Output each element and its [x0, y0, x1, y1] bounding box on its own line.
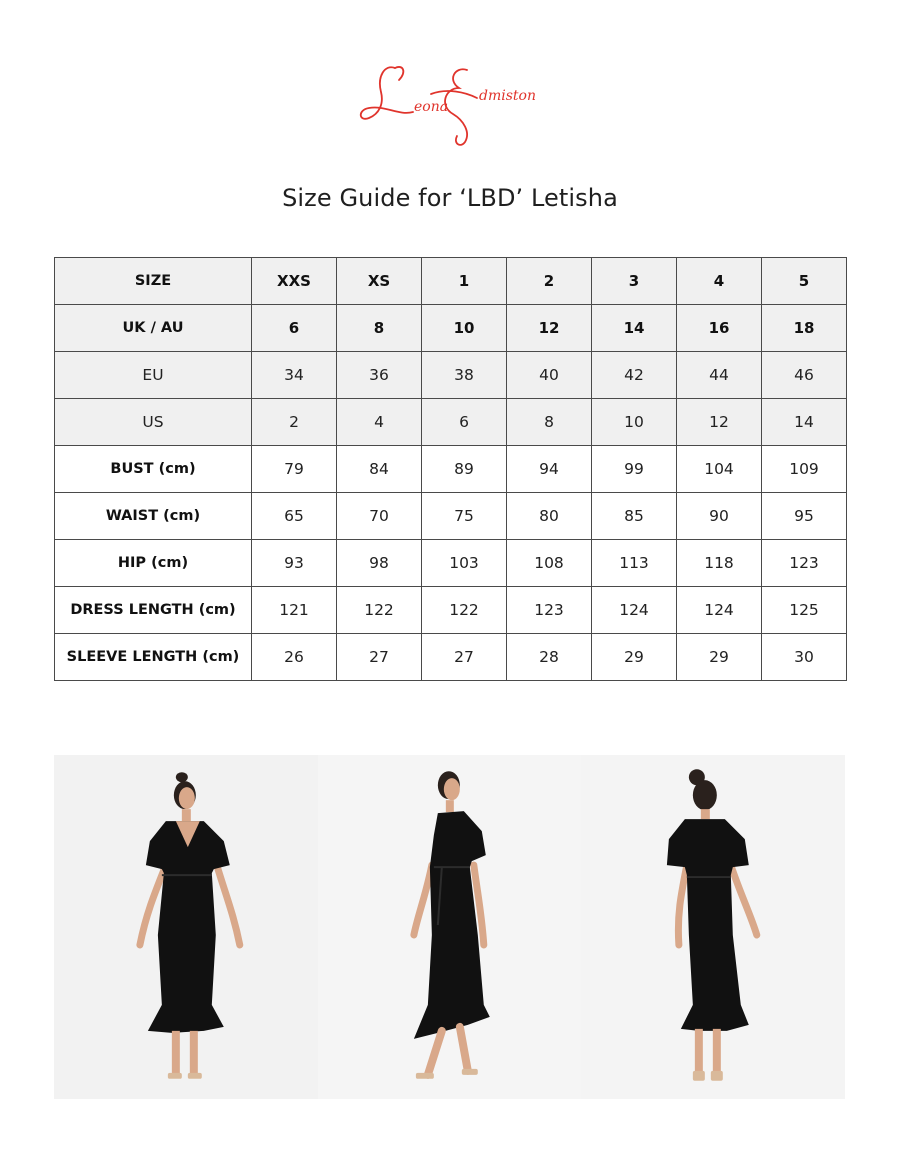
table-cell: 95: [762, 493, 847, 540]
table-cell: 4: [337, 399, 422, 446]
table-cell: 6: [422, 399, 507, 446]
table-row: [55, 258, 847, 305]
row-label: HIP (cm): [55, 540, 252, 587]
table-cell: 14: [592, 305, 677, 352]
table-cell: 4: [677, 258, 762, 305]
row-label: BUST (cm): [55, 446, 252, 493]
table-cell: 14: [762, 399, 847, 446]
row-label: WAIST (cm): [55, 493, 252, 540]
table-cell: 125: [762, 587, 847, 634]
table-cell: 124: [677, 587, 762, 634]
table-cell: 2: [507, 258, 592, 305]
table-cell: 103: [422, 540, 507, 587]
table-row: [55, 305, 847, 352]
table-cell: 123: [507, 587, 592, 634]
table-cell: 27: [337, 634, 422, 681]
table-cell: XXS: [252, 258, 337, 305]
row-label: UK / AU: [55, 305, 252, 352]
size-guide-table: [54, 257, 847, 681]
table-cell: 98: [337, 540, 422, 587]
table-row: [55, 634, 847, 681]
table-cell: 90: [677, 493, 762, 540]
row-label: DRESS LENGTH (cm): [55, 587, 252, 634]
table-cell: 26: [252, 634, 337, 681]
table-cell: 104: [677, 446, 762, 493]
table-cell: 89: [422, 446, 507, 493]
table-cell: 40: [507, 352, 592, 399]
table-cell: 122: [422, 587, 507, 634]
table-row: [55, 352, 847, 399]
table-cell: 16: [677, 305, 762, 352]
photo-front-view: [54, 755, 318, 1099]
table-cell: 28: [507, 634, 592, 681]
model-front-figure-icon: [54, 755, 318, 1099]
table-cell: XS: [337, 258, 422, 305]
table-cell: 85: [592, 493, 677, 540]
table-cell: 2: [252, 399, 337, 446]
table-cell: 36: [337, 352, 422, 399]
table-cell: 34: [252, 352, 337, 399]
table-cell: 109: [762, 446, 847, 493]
table-cell: 10: [592, 399, 677, 446]
brand-logo: [355, 58, 545, 153]
model-back-figure-icon: [581, 755, 845, 1099]
table-cell: 8: [507, 399, 592, 446]
row-label: SIZE: [55, 258, 252, 305]
table-cell: 18: [762, 305, 847, 352]
table-cell: 75: [422, 493, 507, 540]
table-cell: 6: [252, 305, 337, 352]
table-row: [55, 493, 847, 540]
table-cell: 123: [762, 540, 847, 587]
table-cell: 84: [337, 446, 422, 493]
product-photos: [54, 755, 845, 1099]
svg-text:eona: eona: [414, 99, 449, 115]
table-cell: 118: [677, 540, 762, 587]
table-cell: 38: [422, 352, 507, 399]
table-row: [55, 587, 847, 634]
table-cell: 1: [422, 258, 507, 305]
table-cell: 12: [507, 305, 592, 352]
table-cell: 80: [507, 493, 592, 540]
table-cell: 5: [762, 258, 847, 305]
table-cell: 8: [337, 305, 422, 352]
table-cell: 113: [592, 540, 677, 587]
model-side-figure-icon: [318, 755, 582, 1099]
row-label: US: [55, 399, 252, 446]
table-cell: 99: [592, 446, 677, 493]
table-cell: 79: [252, 446, 337, 493]
table-row: [55, 446, 847, 493]
table-cell: 27: [422, 634, 507, 681]
table-cell: 10: [422, 305, 507, 352]
table-cell: 46: [762, 352, 847, 399]
table-cell: 122: [337, 587, 422, 634]
photo-back-view: [581, 755, 845, 1099]
table-cell: 121: [252, 587, 337, 634]
photo-side-view: [318, 755, 582, 1099]
table-cell: 12: [677, 399, 762, 446]
table-cell: 3: [592, 258, 677, 305]
table-cell: 65: [252, 493, 337, 540]
table-cell: 44: [677, 352, 762, 399]
svg-text:dmiston: dmiston: [479, 88, 536, 104]
row-label: EU: [55, 352, 252, 399]
table-row: [55, 399, 847, 446]
table-cell: 70: [337, 493, 422, 540]
table-row: [55, 540, 847, 587]
table-cell: 94: [507, 446, 592, 493]
table-cell: 42: [592, 352, 677, 399]
table-cell: 124: [592, 587, 677, 634]
table-cell: 29: [592, 634, 677, 681]
table-cell: 108: [507, 540, 592, 587]
table-cell: 30: [762, 634, 847, 681]
table-cell: 29: [677, 634, 762, 681]
table-cell: 93: [252, 540, 337, 587]
row-label: SLEEVE LENGTH (cm): [55, 634, 252, 681]
page-title: Size Guide for ‘LBD’ Letisha: [282, 184, 618, 212]
leona-edmiston-logo-icon: [355, 58, 545, 153]
